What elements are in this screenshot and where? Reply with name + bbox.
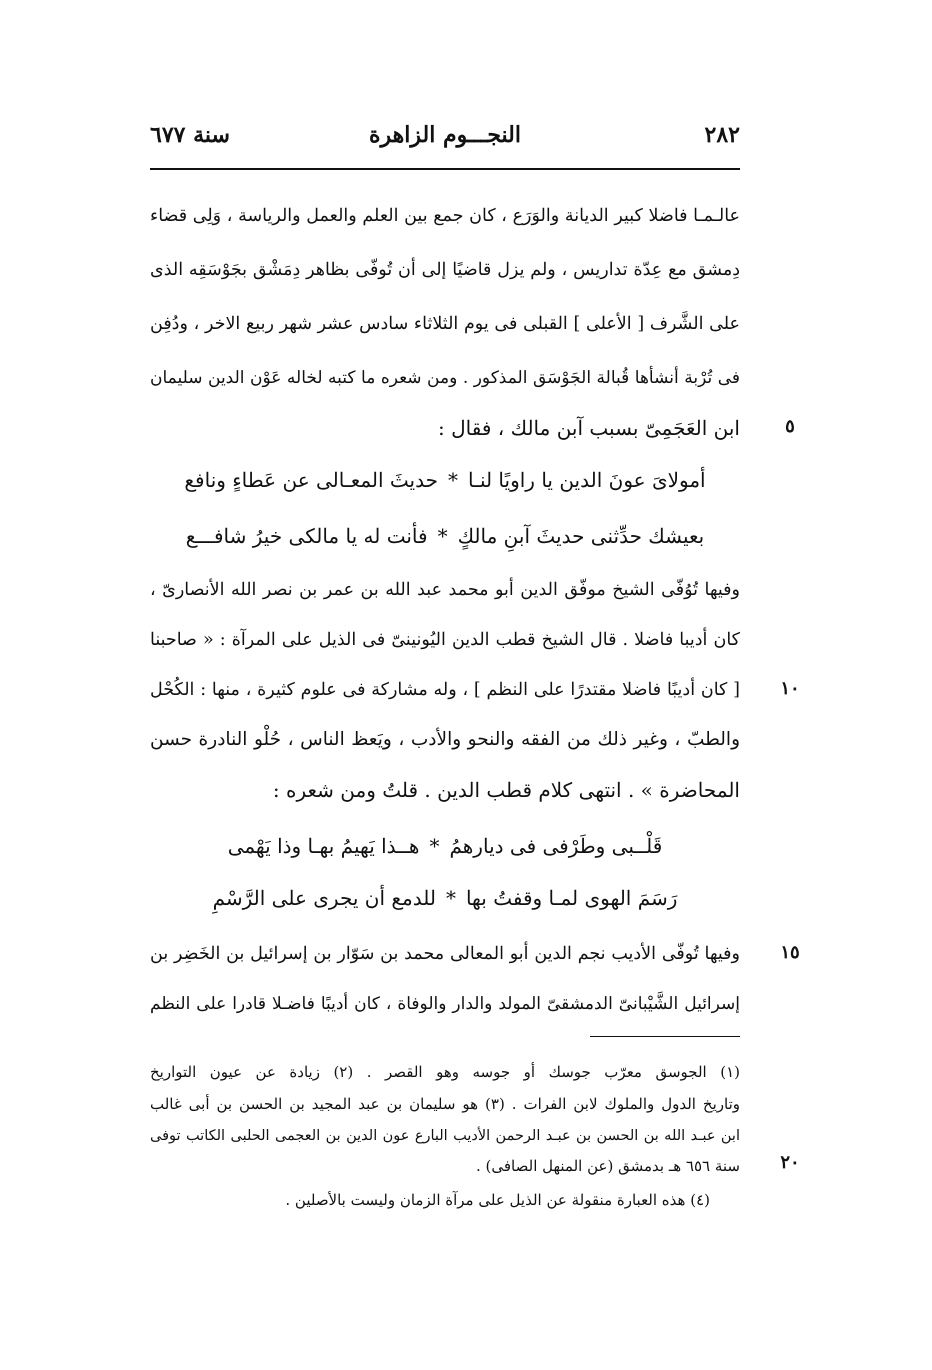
text-line-12: إسرائيل الشَّيْبانىّ الدمشقىّ المولد والدار والوفاة ، كان أديبًا فاضـلا قادرا على النظم bbox=[150, 994, 740, 1014]
verse-separator: * bbox=[437, 524, 448, 548]
footnote-line: (١) الجوسق معرّب جوسك أو جوسه وهو القصر . (٢) زيادة عن عيون التواريخ bbox=[150, 1063, 740, 1081]
text-line-7: كان أديبا فاضلا . قال الشيخ قطب الدين اليُونينىّ فى الذيل على المرآة : « صاحبنا bbox=[150, 630, 740, 650]
text-line-9: والطبّ ، وغير ذلك من الفقه والنحو والأدب ، ويَعظ الناس ، حُلْو النادرة حسن bbox=[150, 729, 740, 750]
footnote-line: وتاريخ الدول والملوك لابن الفرات . (٣) هو سليمان بن عبد المجيد بن الحسن بن أبى غالب bbox=[150, 1095, 740, 1113]
verse-hemistich: أمولاىَ عونَ الدين يا راويًا لنـا bbox=[467, 468, 706, 492]
verse-separator: * bbox=[447, 468, 458, 492]
line-number: ٥ bbox=[785, 416, 795, 437]
verse-hemistich: للدمع أن يجرى على الرَّسْمِ bbox=[212, 886, 436, 910]
footnote-rule bbox=[590, 1036, 740, 1037]
text-line-6: وفيها تُوُفّى الشيخ موفّق الدين أبو محمد عبد الله بن عمر بن نصر الله الأنصارىّ ، bbox=[150, 580, 740, 600]
book-title: النجـــوم الزاهرة bbox=[369, 122, 521, 148]
line-number: ٢٠ bbox=[780, 1152, 800, 1173]
header-rule bbox=[150, 168, 740, 170]
footnote-line: (٤) هذه العبارة منقولة عن الذيل على مرآة الزمان وليست بالأصلين . bbox=[285, 1191, 710, 1209]
line-number: ١٥ bbox=[780, 942, 800, 963]
text-line-3: على الشَّرف [ الأعلى ] القبلى فى يوم الثلاثاء سادس عشر شهر ربيع الاخر ، ودُفِن bbox=[150, 314, 740, 334]
verse-line bbox=[150, 880, 740, 916]
text-line-5: ابن العَجَمِىّ بسبب آبن مالك ، فقال : bbox=[438, 416, 740, 440]
verse-hemistich: هــذا يَهيمُ بهـا وذا يَهْمى bbox=[227, 834, 420, 858]
verse-separator: * bbox=[429, 834, 440, 858]
verse-hemistich: رَسَمَ الهوى لمـا وقفتُ بها bbox=[465, 886, 678, 910]
verse-line bbox=[150, 462, 740, 498]
verse-hemistich: فأنت له يا مالكى خيرُ شافـــع bbox=[185, 524, 428, 548]
verse-separator: * bbox=[445, 886, 456, 910]
footnote-line: سنة ٦٥٦ هـ بدمشق (عن المنهل الصافى) . bbox=[475, 1157, 740, 1175]
line-number: ١٠ bbox=[780, 678, 800, 699]
page-number: ٢٨٢ bbox=[704, 122, 740, 148]
text-line-11: وفيها تُوفّى الأديب نجم الدين أبو المعالى محمد بن سَوّار بن إسرائيل بن الخَضِر بن bbox=[150, 944, 740, 964]
year-label: سنة ٦٧٧ bbox=[150, 122, 230, 148]
verse-line bbox=[150, 828, 740, 864]
footnote-line: ابن عبـد الله بن الحسن بن عبـد الرحمن الأديب البارع عون الدين بن العجمى الحلبى الكاتب توفى bbox=[150, 1128, 740, 1144]
verse-hemistich: بعيشك حدِّثنى حديثَ آبنِ مالكٍ bbox=[457, 524, 705, 548]
verse-hemistich: حديثَ المعـالى عن عَطاءٍ ونافع bbox=[184, 468, 438, 492]
text-line-1: عالـمـا فاضلا كبير الديانة والوَرَع ، كان جمع بين العلم والعمل والرياسة ، وَلِى قضاء bbox=[150, 206, 740, 226]
text-line-2: دِمشق مع عِدّة تداريس ، ولم يزل قاضيًا إلى أن تُوفّى بظاهر دِمَشْق بجَوْسَقِه الذى bbox=[150, 260, 740, 280]
verse-hemistich: قَلْــبى وطَرْفى فى ديارهمُ bbox=[449, 834, 663, 858]
text-line-10: المحاضرة » . انتهى كلام قطب الدين . قلتُ ومن شعره : bbox=[272, 778, 740, 802]
text-line-8: [ كان أديبًا فاضلا مقتدرًا على النظم ] ، وله مشاركة فى علوم كثيرة ، منها : الكُحْل bbox=[150, 680, 740, 700]
verse-line bbox=[150, 518, 740, 554]
running-header bbox=[150, 122, 740, 162]
text-line-4: فى تُرْبة أنشأها قُبالة الجَوْسَق المذكور . ومن شعره ما كتبه لخاله عَوْن الدين سليمان bbox=[150, 368, 740, 388]
